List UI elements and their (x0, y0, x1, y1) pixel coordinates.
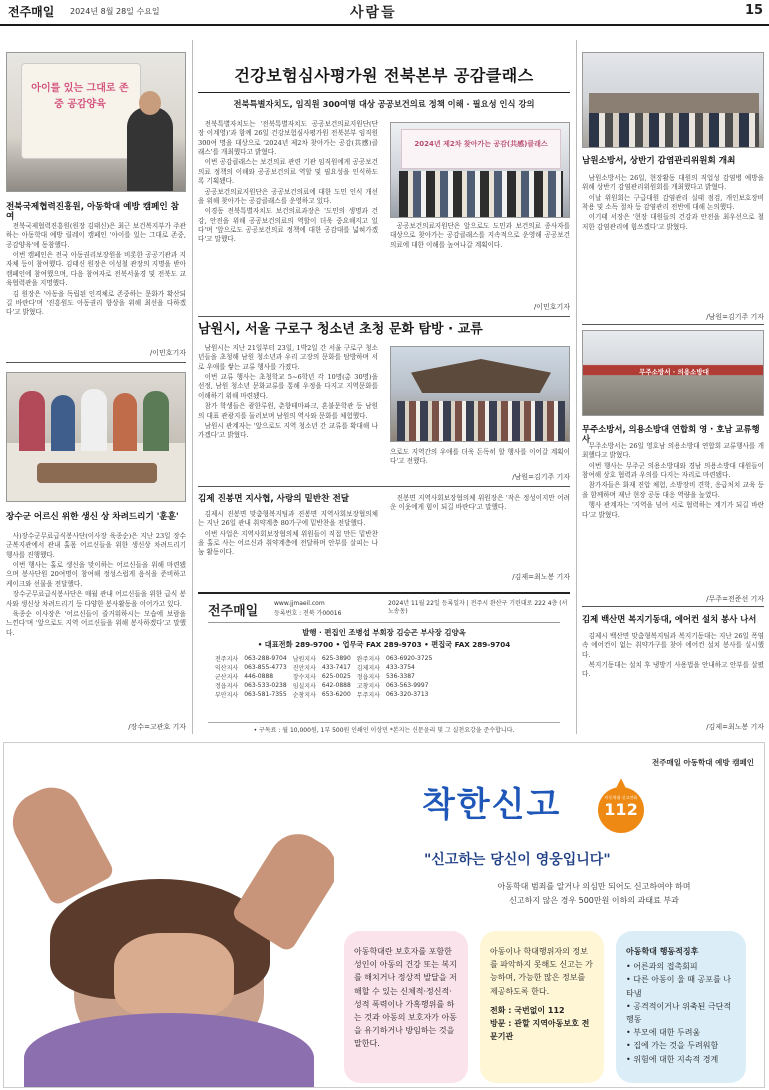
ad-card3-title: 아동학대 행동적징후 (626, 947, 699, 956)
ad-campaign: 전주매일 아동학대 예방 캠페인 (651, 758, 754, 767)
left1-para: 이번 캠페인은 전국 아동권리보장원을 비롯한 공공기관과 지자체 등이 참여했다. 김태신 원장은 이성철 관장의 지명을 받아 캠페인에 참여했으며, 다음 참여자로 전북서울경 및 전북도 교육협력관을 지명했다. (6, 251, 186, 288)
ad-card3-item-text: 부모에 대한 두려움 (633, 1028, 701, 1038)
left2-headline: 장수군 어르신 위한 생신 상 차려드리기 '훈훈' (6, 512, 179, 522)
office-cell: 전주지사 (215, 656, 239, 663)
ad-card3-item: • 부모에 대한 두려움 (626, 1028, 701, 1038)
center1-headline: 건강보험심사평가원 전북본부 공감클래스 (234, 66, 534, 85)
center3-headline: 김제 진봉면 지사협, 사랑의 밑반찬 전달 (198, 494, 350, 504)
office-row (212, 663, 435, 672)
office-row (212, 681, 435, 690)
office-cell: 446-0888 (244, 673, 274, 680)
masthead-office-table (212, 654, 435, 699)
page-header (0, 0, 769, 26)
ad-desc2: 신고하지 않은 경우 500만원 이하의 과태료 부과 (509, 896, 679, 905)
center2-para: 남원시 관계자는 '앞으로도 지역 청소년 간 교류를 확대해 나가겠다'고 밝혔다. (198, 421, 378, 440)
right3-byline: /김제=최노봉 기자 (706, 723, 764, 731)
left1-byline: /이민호기자 (149, 349, 186, 357)
child-abuse-ad (3, 742, 765, 1088)
right3-body (582, 632, 764, 718)
column-divider (576, 40, 577, 734)
right2-byline: /무주=전준선 기자 (706, 595, 764, 603)
ad-title: 착한신고 (422, 785, 562, 825)
right2-para: 이번 행사는 무주군 의용소방대와 경남 의용소방대 대원들이 참여해 상호 협력과 우의를 다지는 자리로 마련됐다. (582, 461, 764, 480)
office-cell: 무주지사 (356, 692, 380, 699)
masthead-reg: 등록번호 : 전북 가00016 (274, 610, 342, 617)
ad-card3-item-text: 위험에 대한 지속적 경계 (633, 1054, 719, 1064)
masthead-phones: • 대표전화 289-9700 • 업무국 FAX 289-9703 • 편집국 FAX 289-9704 (257, 640, 511, 649)
center1-body-b: 공공보건의료지원단은 앞으로도 도민과 보건의료 종사자를 대상으로 찾아가는 공감클래스를 지속적으로 운영해 공공보건의료에 대한 이해를 높여나갈 계획이다. (390, 222, 570, 249)
center1-para: 이번 공감클래스는 보건의료 관련 기관 임직원에게 공공보건의료 정책의 이해와 공공보건의료 역할 및 필요성을 인식하도록 기획됐다. (198, 158, 378, 186)
center1-photo (390, 122, 570, 218)
office-cell: 536-3387 (385, 673, 415, 680)
right1-para: 남원소방서는 26일, 현장활동 대원의 직업성 감염병 예방을 위해 상반기 감염관리위원회를 개최했다고 밝혔다. (582, 174, 764, 192)
office-cell: 625-3890 (321, 655, 351, 662)
right2-para: 무주소방서는 26일 영호남 의용소방대 연합회 교류행사를 개최했다고 밝혔다. (582, 442, 764, 460)
divider (198, 92, 570, 93)
office-cell: 진안지사 (292, 665, 316, 672)
center3-body-a (198, 510, 378, 582)
center2-caption: 으로도 지역간의 우애를 더욱 돈독히 할 행사를 이어갈 계획이다'고 전했다. (390, 448, 570, 466)
ad-card3-item: • 집에 가는 것을 두려워함 (626, 1041, 719, 1051)
right2-para: 참가자들은 화재 진압 체험, 소방장비 견학, 응급처치 교육 등을 함께하며 재난 현장 공동 대응 역량을 높였다. (582, 481, 764, 499)
center2-headline: 남원시, 서울 구로구 청소년 초청 문화 탐방 · 교류 (198, 322, 483, 337)
office-cell: 063-563-9997 (385, 682, 429, 689)
divider (208, 622, 560, 623)
ad-card-signs (616, 931, 746, 1083)
center2-para: 이번 교류 행사는 초청학교 5~6학년 각 10명(총 30명)을 선정, 남원 청소년 문화교류를 통해 우정을 다지고 지역문화를 이해하기 위해 마련됐다. (198, 373, 378, 400)
right2-headline: 무주소방서, 의용소방대 연합회 영 · 호남 교류행사 (582, 424, 760, 445)
ad-card3-item-text: 다른 아동이 울 때 공포를 나타냄 (626, 975, 731, 998)
office-cell: 653-6200 (321, 691, 351, 698)
center3-body-b (390, 494, 570, 556)
ad-card3-item: • 공격적이거나 위축된 극단적 행동 (626, 1001, 732, 1024)
divider (6, 362, 186, 363)
ad-badge-small: 아동학대 신고전화 (604, 795, 638, 800)
ad-card3-item: • 어른과의 접촉회피 (626, 962, 698, 972)
ad-card-definition (344, 931, 468, 1083)
office-cell: 고창지사 (356, 683, 380, 690)
siren-icon: ▲ (616, 775, 626, 789)
issue-date: 2024년 8월 28일 수요일 (70, 7, 160, 16)
fire-banner-text: 무주소방서 · 의용소방대 (639, 368, 709, 376)
office-cell: 부안지사 (215, 692, 239, 699)
right1-para: 이날 위원회는 구급대원 감염관리 실태 점검, 개인보호장비 착용 및 소독 절차 등 감염관리 전반에 대해 논의했다. (582, 193, 764, 212)
right1-photo (582, 52, 764, 148)
office-cell: 군산지사 (215, 674, 239, 681)
ad-card2-tel: 전화 : 국번없이 112 (490, 1005, 565, 1015)
divider (198, 486, 570, 487)
column-divider (192, 40, 193, 734)
office-cell: 남원지사 (292, 656, 316, 663)
masthead-web: www.jjmaeil.com (274, 600, 325, 607)
left1-photo (6, 52, 186, 192)
right2-body (582, 442, 764, 590)
left1-para: 전북국제협력진흥원(원장 김태신)은 최근 보건복지부가 주관하는 아동학대 예방 릴레이 캠페인 '아이를 있는 그대로 존중, 공감양육'에 동참했다. (6, 222, 186, 249)
office-cell: 625-0025 (321, 673, 351, 680)
center1-para: 공공보건의료지원단은 공공보건의료에 대한 도민 인식 개선을 위해 찾아가는 공감클래스를 운영하고 있다. (198, 187, 378, 205)
left1-body (6, 222, 186, 350)
right1-headline: 남원소방서, 상반기 감염관리위원회 개최 (582, 156, 736, 166)
office-cell: 장수지사 (292, 674, 316, 681)
section-title: 사람들 (350, 5, 397, 21)
center2-byline: /남원=김기주 기자 (512, 473, 570, 481)
masthead-logo: 전주매일 (208, 604, 259, 619)
ad-badge-number: 112 (604, 800, 638, 819)
office-row (212, 654, 435, 663)
center2-para: 남원시는 지난 21일부터 23일, 1박2일 간 서울 구로구 청소년들을 초청해 남원 청소년과 우리 고장의 문화를 탐방하며 서로 우애를 쌓는 교류 행사를 가졌다. (198, 344, 378, 371)
center1-para: 전북특별자치도는 '전북특별자치도 공공보건의료지원단(단장 이계영)'과 함께 26일 건강보험심사평가원 전북본부 임직원 300여 명을 대상으로 '2024년 제2차 찾아가는 공감(共感)클래스'를 개최했다고 밝혔다. (198, 120, 378, 157)
right1-byline: /남원=김기주 기자 (706, 313, 764, 321)
office-cell: 063-320-3713 (385, 691, 429, 698)
masthead-box (198, 592, 570, 734)
campaign-sign-text: 아이를 있는 그대로 존중 공감양육 (31, 83, 129, 110)
left2-photo (6, 372, 186, 502)
office-cell: 익산지사 (215, 665, 239, 672)
right3-para: 복지기동대는 설치 후 냉방기 사용법을 안내하고 안부를 살폈다. (582, 661, 764, 679)
paper-name: 전주매일 (8, 5, 55, 19)
office-cell: 063-288-9704 (244, 655, 287, 662)
page-number: 15 (745, 3, 764, 18)
office-cell: 임실지사 (292, 683, 316, 690)
center1-subhead: 전북특별자치도, 임직원 300여명 대상 공공보건의료 정책 이해 · 필요성 인식 강의 (233, 99, 535, 109)
ad-slogan: "신고하는 당신이 영웅입니다" (424, 852, 611, 868)
office-cell: 063-855-4773 (244, 664, 287, 671)
ad-card3-item: • 위험에 대한 지속적 경계 (626, 1054, 719, 1064)
ad-card3-item-text: 어른과의 접촉회피 (633, 962, 698, 972)
right2-photo (582, 330, 764, 416)
right1-body (582, 174, 764, 308)
office-cell: 정읍지사 (356, 674, 380, 681)
left2-para: 이번 행사는 홀로 생신을 맞이하는 어르신들을 위해 마련됐으며 봉사단원 20여명이 참여해 정성스럽게 음식을 준비하고 케이크와 선물을 전달했다. (6, 561, 186, 588)
ad-card2-text: 아동이나 학대행위자의 정보를 파악하지 못해도 신고는 가능하며, 가능한 많은 정보를 제공하도록 한다. (490, 947, 593, 996)
right3-headline: 김제 백산면 복지기동대, 에어컨 설치 봉사 나서 (582, 614, 757, 624)
office-cell: 063-533-0238 (244, 682, 287, 689)
office-row (212, 690, 435, 699)
ad-card1-text: 아동학대란 보호자를 포함한 성인이 아동의 건강 또는 복지를 해치거나 정상적 발달을 저해할 수 있는 신체적·정신적·성적 폭력이나 가혹행위를 하는 것과 아동의 보호자가 아동을 유기하거나 방임하는 것을 말한다. (354, 947, 457, 1049)
left2-byline: /장수=고관호 기자 (128, 723, 186, 731)
ad-card3-item-text: 공격적이거나 위축된 극단적 행동 (626, 1001, 732, 1024)
ad-card3-item: • 다른 아동이 울 때 공포를 나타냄 (626, 975, 731, 998)
left2-body (6, 532, 186, 720)
masthead-foot: • 구독료 : 월 10,000원, 1부 500원 인쇄인 이상민 *본지는 신문윤리 및 그 실천요강을 준수합니다. (208, 722, 560, 734)
office-cell: 063-6920-3725 (385, 655, 433, 662)
class-banner-text: 2024년 제2차 찾아가는 공감(共感)클래스 (414, 140, 548, 148)
center2-photo (390, 346, 570, 442)
office-cell: 642-0888 (321, 682, 351, 689)
ad-badge (598, 787, 644, 833)
left2-para: 장수군무료급식봉사단은 매월 관내 어르신들을 위한 급식 봉사와 생신상 차려드리기 등 다양한 봉사활동을 이어가고 있다. (6, 590, 186, 608)
ad-card-report (480, 931, 604, 1083)
divider (198, 316, 570, 317)
left1-para: 김 원장은 '아동을 독립된 인격체로 존중하는 문화가 확산되길 바란다'며 '진흥원도 아동권리 향상을 위해 최선을 다하겠다'고 밝혔다. (6, 289, 186, 317)
office-row (212, 672, 435, 681)
center1-body-a (198, 120, 378, 312)
masthead-people: 발행 · 편집인 조병섭 부회장 김승곤 부사장 김양옥 (302, 628, 466, 637)
center3-para: 이번 사업은 지역사회보장협의체 위원들이 직접 만든 밑반찬을 홀로 사는 어르신과 취약계층에 전달하며 안부를 살피는 나눔 활동이다. (198, 529, 378, 557)
divider (582, 606, 764, 607)
ad-desc1: 아동학대 범죄를 알거나 의심만 되어도 신고하여야 하며 (497, 882, 691, 891)
center2-body (198, 344, 378, 478)
ad-illustration (4, 743, 334, 1088)
right2-para: 행사 관계자는 '지역을 넘어 서로 협력하는 계기가 되길 바란다'고 밝혔다. (582, 501, 764, 519)
divider (582, 324, 764, 325)
center1-para: 이경동 전북특별자치도 보건의료과장은 '도민의 생명과 건강, 안전을 위해 공공보건의료의 역할이 더욱 중요해지고 있다'며 '앞으로도 공공보건의료 정책에 대한 공감대를 넓혀가겠다'고 말했다. (198, 207, 378, 244)
ad-card2-visit: 방문 : 관할 지역아동보호 전문기관 (490, 1018, 590, 1042)
office-cell: 063-581-7355 (244, 691, 287, 698)
center2-para: 참가 학생들은 광한루원, 춘향테마파크, 혼불문학관 등 남원의 대표 관광지를 둘러보며 남원의 역사와 문화를 체험했다. (198, 402, 378, 420)
office-cell: 433-7417 (321, 664, 351, 671)
office-cell: 김제지사 (356, 665, 380, 672)
center3-para: 김제시 진봉면 맞춤형복지팀과 진봉면 지역사회보장협의체는 지난 26일 관내 취약계층 80가구에 밑반찬을 전달했다. (198, 510, 378, 528)
office-cell: 433-3754 (385, 664, 415, 671)
right1-para: 이기태 서장은 '현장 대원들의 건강과 안전을 최우선으로 철저한 감염관리에 힘쓰겠다'고 밝혔다. (582, 213, 764, 231)
masthead-info: 2024년 11월 22일 등록일자 | 전주시 완산구 기린대로 222 4층 (서노송동) (388, 600, 568, 616)
left2-para: 육종순 이사장은 '어르신들이 즐거워하시는 모습에 보람을 느낀다'며 '앞으로도 지역 어르신들을 위해 봉사하겠다'고 말했다. (6, 609, 186, 637)
right3-para: 김제시 백산면 맞춤형복지팀과 복지기동대는 지난 26일 폭염 속 에어컨이 없는 취약가구를 찾아 에어컨 설치 봉사를 실시했다. (582, 632, 764, 659)
office-cell: 완주지사 (356, 656, 380, 663)
center3-byline: /김제=최노봉 기자 (512, 573, 570, 581)
center1-byline: /이민호기자 (533, 303, 570, 311)
office-cell: 순창지사 (292, 692, 316, 699)
left1-headline: 전북국제협력진흥원, 아동학대 예방 캠페인 참여 (6, 202, 179, 223)
ad-card3-item-text: 집에 가는 것을 두려워함 (633, 1041, 719, 1051)
left2-para: 사)장수군무료급식봉사단(이사장 육종순)은 지난 23일 장수군복지관에서 관내 홀몸 어르신들을 위한 생신상 차려드리기 행사를 진행했다. (6, 532, 186, 559)
office-cell: 정읍지사 (215, 683, 239, 690)
center3-para: 진봉면 지역사회보장협의체 위원장은 '작은 정성이지만 어려운 이웃에게 힘이 되길 바란다'고 말했다. (390, 494, 570, 512)
